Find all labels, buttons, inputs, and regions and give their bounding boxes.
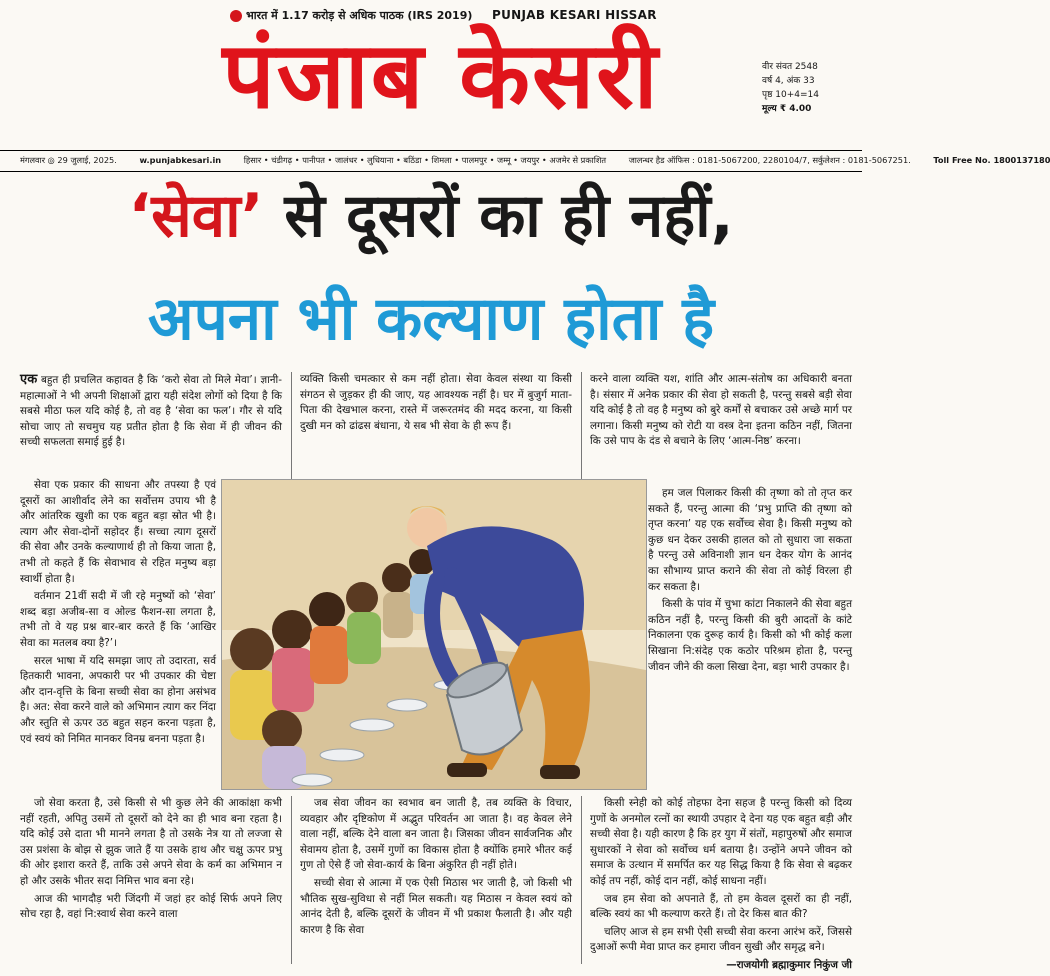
issue-info <box>762 60 819 116</box>
newspaper-logo: पंजाब केसरी <box>222 22 660 129</box>
article-column-3-top <box>590 372 852 452</box>
paragraph: व्यक्ति किसी चमत्कार से कम नहीं होता। सेवा केवल संस्था या किसी संगठन से जुड़कर ही की जाए, यह आवश्यक नहीं है। घर में बुजुर्ग माता-पिता की देखभाल करना, रास्ते में जरूरतमंद की मदद करना, या किसी दुखी मन को ढांढस बंधाना, ये सब भी सेवा के ही रूप हैं। <box>300 373 572 432</box>
paragraph: एक बहुत ही प्रचलित कहावत है कि ‘करो सेवा तो मिले मेवा’। ज्ञानी-महात्माओं ने भी अपनी शिक्षाओं द्वारा यही संदेश लोगों को दिया है कि सबसे मीठा फल यदि कोई है, तो वह है ‘सेवा का फल’। गौर से यदि सोचा जाए तो सचमुच यह प्रतीत होता है कि सेवा में ही जीवन की सच्ची सफलता समाई हुई है। <box>20 372 283 449</box>
website-link[interactable]: w.punjabkesari.in <box>139 155 222 165</box>
paragraph: चलिए आज से हम सभी ऐसी सच्ची सेवा करना आरंभ करें, जिससे दुआओं रूपी मेवा प्राप्त कर हमारा जीवन सुखी और समृद्ध बने। <box>590 925 852 954</box>
paragraph: सरल भाषा में यदि समझा जाए तो उदारता, सर्व हितकारी भावना, अपकारी पर भी उपकार की चेष्टा और दान-वृत्ति के बिना सच्ची सेवा का होना असंभव है। अत: सेवा करने वाले को अभिमान त्याग कर निंदा और स्तुति से ऊपर उठ बहुत सहन करना पड़ता है, एवं स्वयं को निमित मानकर विनम्र बनना पड़ता है। <box>20 654 216 745</box>
paragraph: जो सेवा करता है, उसे किसी से भी कुछ लेने की आकांक्षा कभी नहीं रहती, अपितु उसमें तो दूसरों को देने का ही भाव बना रहता है। यदि कोई उसे दाता भी मानने लगता है तो उसके नेत्र या तो लज्जा से उस प्रशंसा के बोझ से झुक जाते हैं या उसके हाथ और चक्षु ऊपर प्रभु की ओर इशारा करते हैं, ताकि उसे अपने सेवा के कर्म का अभिमान न हो और उसके भीतर सदा निमित्त भाव बना रहे। <box>20 797 282 887</box>
paragraph: जब हम सेवा को अपनाते हैं, तो हम केवल दूसरों का ही नहीं, बल्कि स्वयं का भी कल्याण करते हैं। तो देर किस बात की? <box>590 892 852 921</box>
headline-line-2: अपना भी कल्याण होता है <box>147 284 715 354</box>
article-column-2-top <box>300 372 572 436</box>
price: मूल्य ₹ 4.00 <box>762 104 812 114</box>
paragraph: करने वाला व्यक्ति यश, शांति और आत्म-संतोष का अधिकारी बनता है। संसार में अनेक प्रकार की सेवा हो सकती है, परन्तु सबसे बड़ी सेवा यदि कोई है तो वह है मनुष्य को बुरे कर्मों से बचाकर उसे अच्छे मार्ग पर लगाना। किसी मनुष्य को रोटी या वस्त्र देना इतना कठिन नहीं, जितना कि उसे पाप के दंड से बचाने के लिए ‘आत्म-निष्ठ’ करना। <box>590 373 852 448</box>
headline-line-1: ‘सेवा’ से दूसरों का ही नहीं, <box>128 181 734 251</box>
page-count: पृष्ठ 10+4=14 <box>762 90 819 100</box>
article-column-2-bottom <box>300 796 572 940</box>
paragraph: किसी के पांव में चुभा कांटा निकालने की सेवा बहुत कठिन नहीं है, परन्तु किसी की बुरी आदतों के कांटे निकालना एक दुरूह कार्य है। किसी को भी कोई कला सिखाना नि:संदेह एक कठोर परिश्रम होता है, परन्तु जीवन जीने की कला सिखा देना, बड़ा भारी उपकार है। <box>648 598 852 673</box>
column-rule <box>581 796 582 964</box>
date: मंगलवार ◎ 29 जुलाई, 2025. <box>20 155 117 165</box>
issue-year: वीर संवत 2548 <box>762 62 818 72</box>
paragraph: हम जल पिलाकर किसी की तृष्णा को तो तृप्त कर सकते हैं, परन्तु आत्मा की ‘प्रभु प्राप्ति की तृष्णा को तृप्त करना’ यह एक सर्वोच्च सेवा है। किसी मनुष्य को कुछ धन देकर उसकी हालत को तो सुधारा जा सकता है परन्तु उसे अविनाशी ज्ञान धन देकर योग के आनंद का सौभाग्य प्राप्त कराने की सेवा तो कोई विरला ही कर सकता है। <box>648 487 852 593</box>
column-rule <box>581 372 582 479</box>
article-column-3-mid <box>648 486 852 677</box>
paragraph: सच्ची सेवा से आत्मा में एक ऐसी मिठास भर जाती है, जो किसी भी भौतिक सुख-सुविधा से नहीं मिल सकती। यह मिठास न केवल स्वयं को आनंद देती है, बल्कि दूसरों के जीवन में भी प्रकाश फैलाती है। और यही कारण है कि सेवा <box>300 876 572 936</box>
readership-line: भारत में 1.17 करोड़ से अधिक पाठक (IRS 2019) <box>230 8 472 23</box>
column-rule <box>291 796 292 964</box>
masthead <box>0 0 862 150</box>
paragraph: जब सेवा जीवन का स्वभाव बन जाती है, तब व्यक्ति के विचार, व्यवहार और दृष्टिकोण में अद्भुत परिवर्तन आ जाता है। वह केवल लेने वाला नहीं, बल्कि देने वाला बन जाता है। जिसका जीवन सार्वजनिक और सेवामय होता है, उसमें गुणों का विकास होता है क्योंकि हमारे भीतर कई गुण तो ऐसे हैं जो सेवा-कार्य के बिना अंकुरित ही नहीं होते। <box>300 797 572 872</box>
edition-cities: हिसार • चंडीगढ़ • पानीपत • जालंधर • लुधियाना • बठिंडा • शिमला • पालमपुर • जम्मू • जयपुर • अजमेर से प्रकाशित <box>243 155 607 165</box>
column-rule <box>291 372 292 479</box>
article-column-1-top <box>20 372 282 453</box>
toll-free-number: Toll Free No. 1800137180 <box>933 155 1050 165</box>
dateline-bar <box>0 150 1050 172</box>
edition-name: PUNJAB KESARI HISSAR <box>492 8 657 22</box>
issue-number: वर्ष 4, अंक 33 <box>762 76 815 86</box>
office-contacts: जालन्धर हैड ऑफिस : 0181-5067200, 2280104/7, सर्कुलेशन : 0181-5067251. <box>628 155 911 165</box>
paragraph: किसी स्नेही को कोई तोहफा देना सहज है परन्तु किसी को दिव्य गुणों के अनमोल रत्नों का स्थायी उपहार दे देना यह एक बहुत बड़ी और सच्ची सेवा है। यही कारण है कि हर युग में संतों, महापुरुषों और समाज सुधारकों ने सेवा को सर्वोच्च धर्म बताया है। उन्होंने अपने जीवन को समाज के उत्थान में समर्पित कर यह सिद्ध किया है कि सेवा से बढ़कर कोई तप नहीं, कोई दान नहीं, कोई साधना नहीं। <box>590 797 852 887</box>
article-illustration <box>221 479 647 790</box>
article-column-3-bottom <box>590 796 852 976</box>
paragraph: वर्तमान 21वीं सदी में जी रहे मनुष्यों को ‘सेवा’ शब्द बड़ा अजीब-सा व ओल्ड फैशन-सा लगता है, तभी तो वे यह प्रश्न बार-बार करते हैं कि ‘आखिर सेवा का मतलब क्या है?’। <box>20 590 216 649</box>
article-column-1-mid <box>20 478 216 749</box>
paragraph: आज की भागदौड़ भरी जिंदगी में जहां हर कोई सिर्फ अपने लिए सोच रहा है, वहां नि:स्वार्थ सेवा करने वाला <box>20 892 282 921</box>
paragraph: सेवा एक प्रकार की साधना और तपस्या है एवं दूसरों का आशीर्वाद लेने का सर्वोत्तम उपाय भी है और आंतरिक खुशी का एक बहुत बड़ा स्रोत भी है। त्याग और सेवा-दोनों सहोदर हैं। सच्चा त्याग दूसरों की सेवा और उनके कल्याणार्थ ही तो किया जाता है, तभी तो कहते हैं कि सेवाभाव से रहित मनुष्य बड़ा स्वार्थी होता है। <box>20 479 216 585</box>
author-byline: —राजयोगी ब्रह्माकुमार निकुंज जी <box>726 958 852 971</box>
man-serving-children-illustration <box>222 480 646 789</box>
article-column-1-bottom <box>20 796 282 925</box>
